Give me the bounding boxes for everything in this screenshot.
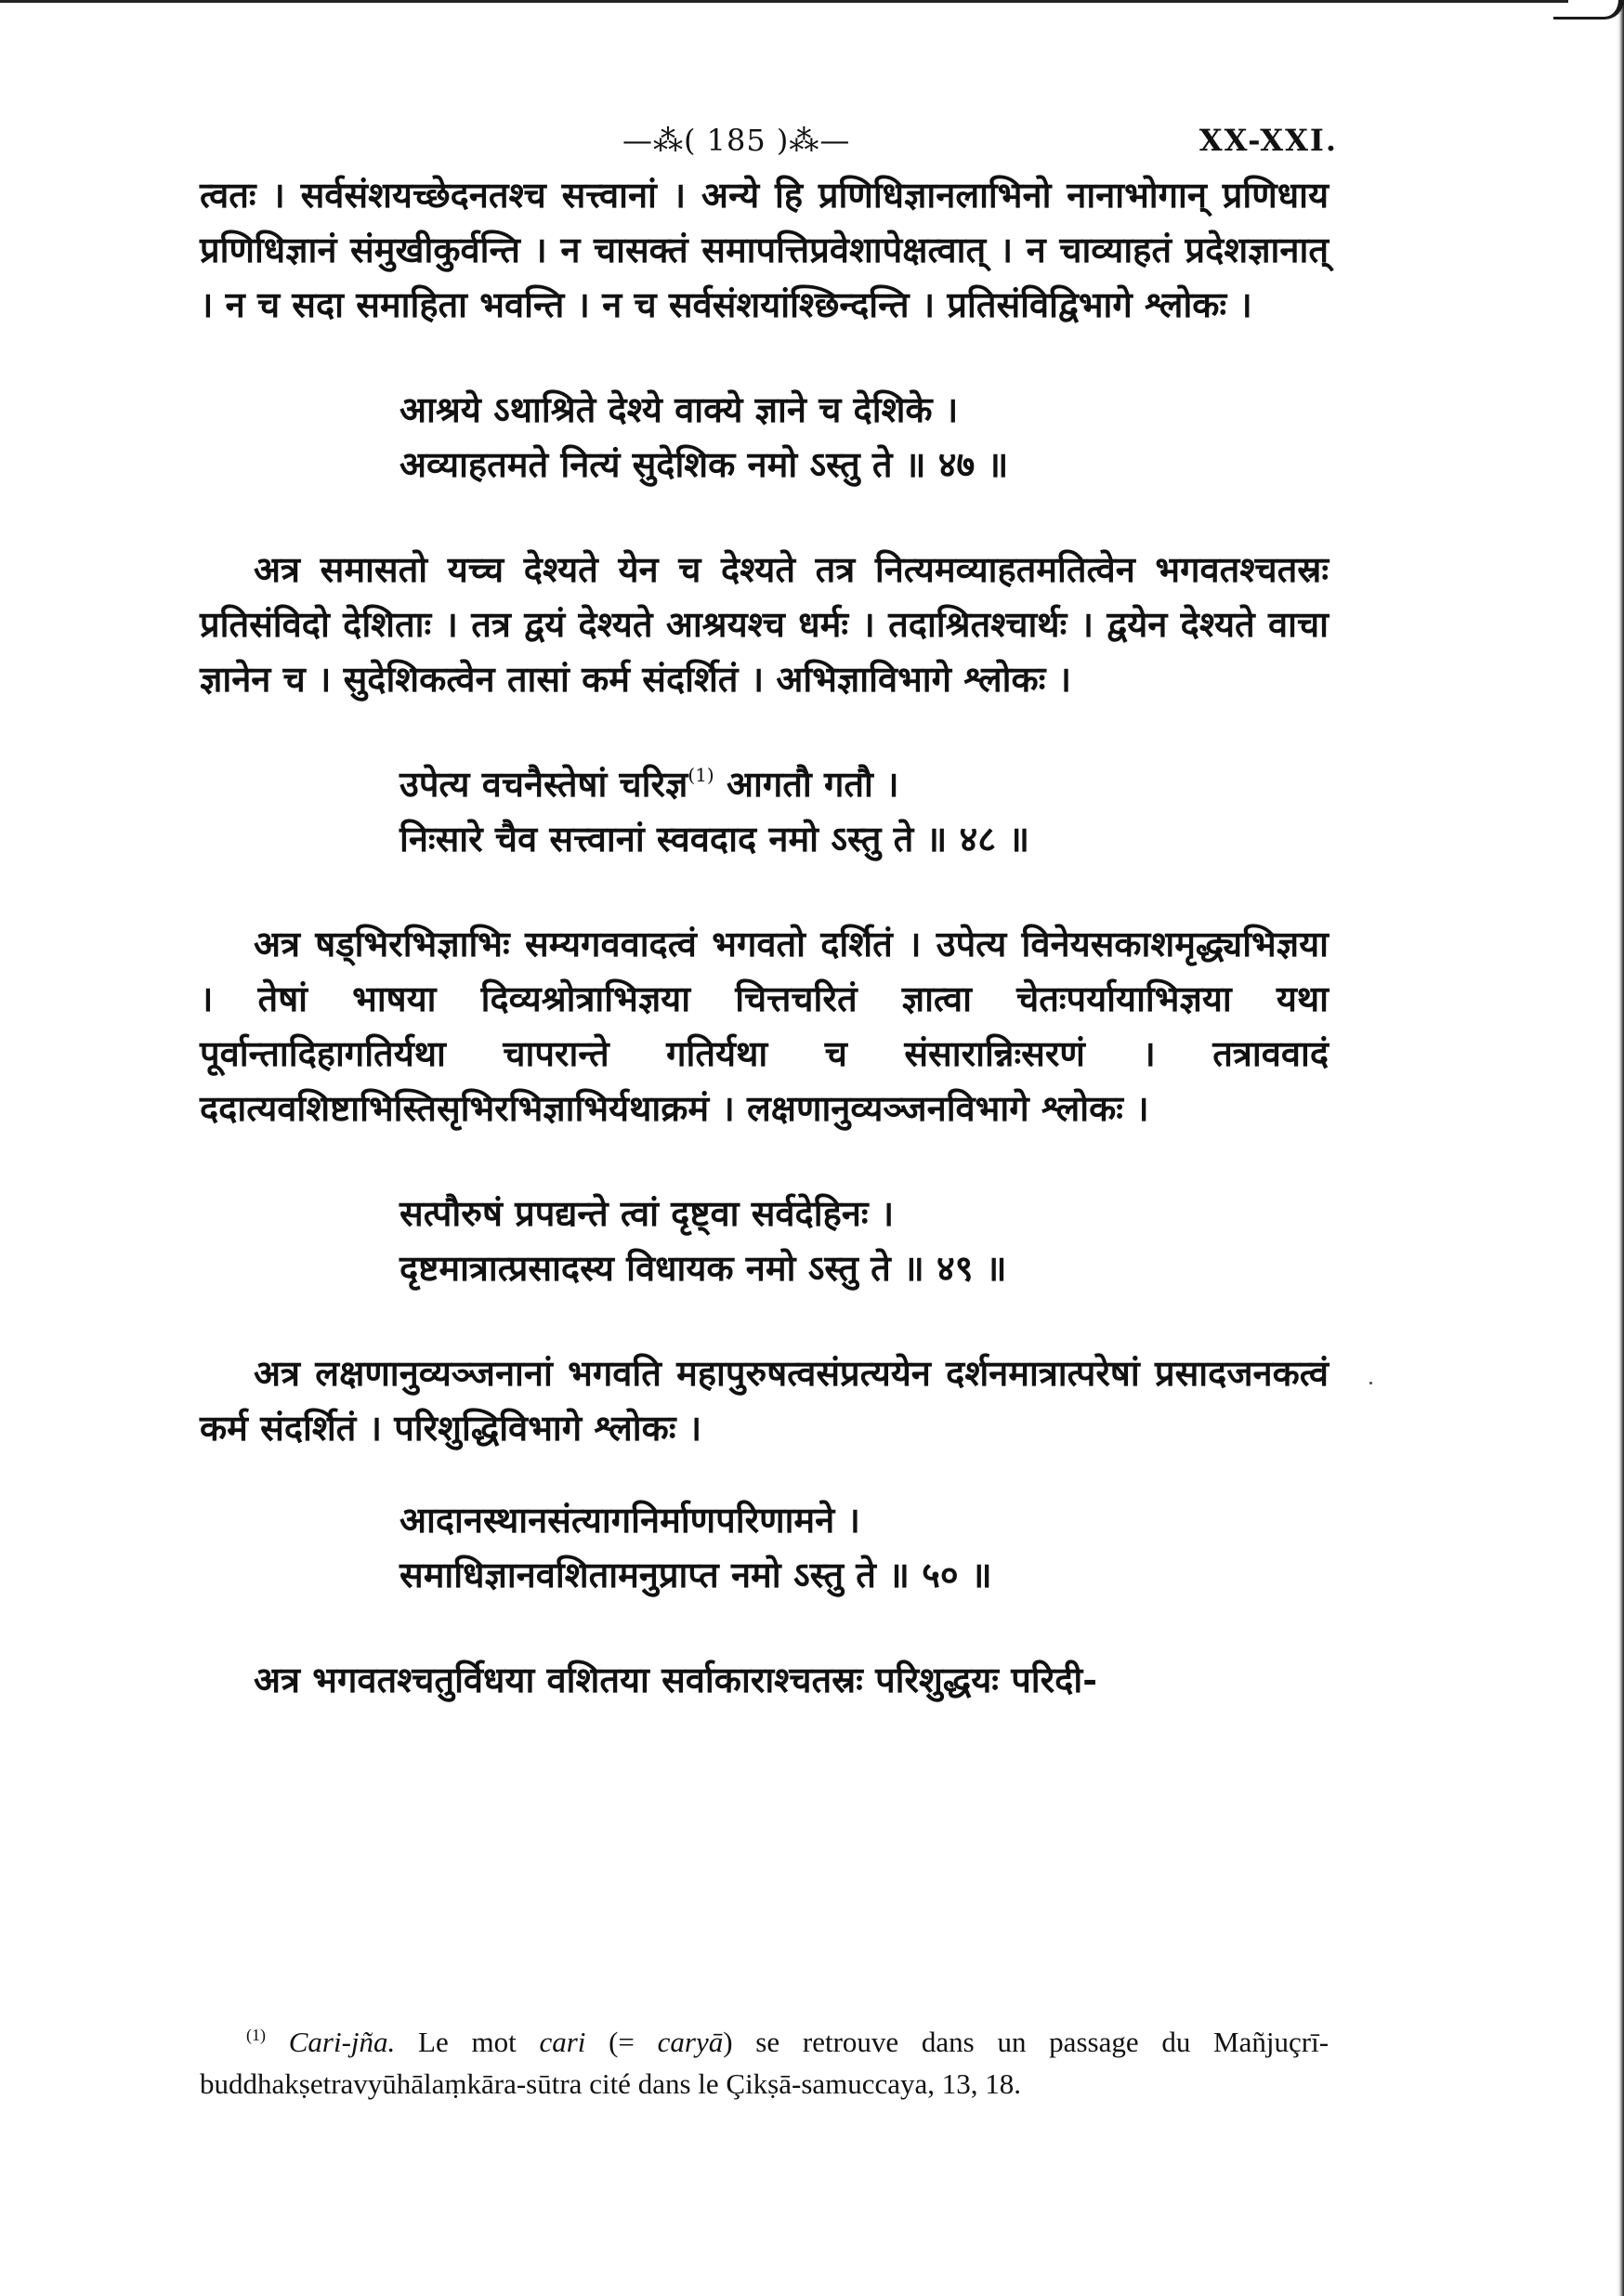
running-head — [200, 121, 1338, 167]
verse-47 — [200, 382, 1329, 492]
footnote-text: ) se retrouve dans un passage du Mañjuçrī-buddhakṣetravyūhālaṃkāra-sūtra cité dans le Çikṣā-samuccaya, 13, 18. — [200, 2026, 1329, 2100]
verse-line: अव्याहतमते नित्यं सुदेशिक नमो ऽस्तु ते ॥ ४७ ॥ — [399, 443, 1009, 485]
verse-text: आगतौ गतौ । — [714, 763, 899, 805]
prose-paragraph: अत्र समासतो यच्च देश्यते येन च देश्यते तत्र नित्यमव्याहतमतित्वेन भगवतश्चतस्रः प्रतिसंविदो देशिताः । तत्र द्वयं देश्यते आश्रयश्च धर्मः । तदाश्रितश्चार्थः । द्वयेन देश्यते वाचा ज्ञानेन च । सुदेशिकत्वेन तासां कर्म संदर्शितं । अभिज्ञाविभागे श्लोकः । — [200, 548, 1329, 700]
page-number: —⁂( 185 )⁂— — [622, 123, 851, 158]
verse-49 — [200, 1186, 1329, 1295]
chapter-reference: XX-XXI. — [1198, 123, 1338, 158]
footnote-marker: (1) — [688, 764, 714, 786]
scan-speck — [1369, 1382, 1372, 1384]
verse-50 — [200, 1492, 1329, 1602]
footnote-number: (1) — [246, 2026, 266, 2044]
prose-paragraph: अत्र षड्भिरभिज्ञाभिः सम्यगववादत्वं भगवतो दर्शितं । उपेत्य विनेयसकाशमृद्ध्यभिज्ञया । तेषां भाषया दिव्यश्रोत्राभिज्ञया चित्तचरितं ज्ञात्वा चेतःपर्यायाभिज्ञया यथा पूर्वान्तादिहागतिर्यथा चापरान्ते गतिर्यथा च संसारान्निःसरणं । तत्राववादं ददात्यवशिष्टाभिस्तिसृभिरभिज्ञाभिर्यथाक्रमं । लक्षणानुव्यञ्जनविभागे श्लोकः । — [200, 923, 1329, 1129]
verse-line: आश्रये ऽथाश्रिते देश्ये वाक्ये ज्ञाने च देशिके । — [399, 388, 959, 430]
verse-line: दृष्टमात्रात्प्रसादस्य विधायक नमो ऽस्तु ते ॥ ४९ ॥ — [399, 1247, 1007, 1289]
scan-right-edge — [1617, 0, 1624, 2296]
prose-paragraph: अत्र भगवतश्चतुर्विधया वशितया सर्वाकाराश्चतस्रः परिशुद्धयः परिदी- — [254, 1659, 1097, 1700]
footnote-term: caryā — [657, 2026, 724, 2058]
verse-line: निःसारे चैव सत्त्वानां स्ववदाद नमो ऽस्तु ते ॥ ४८ ॥ — [399, 818, 1030, 859]
verse-line — [399, 756, 1329, 811]
verse-line: समाधिज्ञानवशितामनुप्राप्त नमो ऽस्तु ते ॥ ५० ॥ — [399, 1554, 992, 1595]
footnote-text: (= — [585, 2026, 658, 2058]
prose-paragraph: अत्र लक्षणानुव्यञ्जनानां भगवति महापुरुषत्वसंप्रत्ययेन दर्शनमात्रात्परेषां प्रसादजनकत्वं कर्म संदर्शितं । परिशुद्धिविभागे श्लोकः । — [200, 1352, 1329, 1449]
scan-page-curl — [1553, 0, 1624, 20]
footnote — [200, 2021, 1329, 2105]
page-body — [200, 121, 1338, 1707]
footnote-term: cari — [539, 2026, 586, 2058]
scan-top-edge — [0, 0, 1568, 3]
verse-48 — [200, 756, 1329, 866]
footnote-term: Cari-jña. — [288, 2026, 396, 2058]
prose-paragraph: त्वतः । सर्वसंशयच्छेदनतश्च सत्त्वानां । अन्ये हि प्रणिधिज्ञानलाभिनो नानाभोगान् प्रणिधाय प्रणिधिज्ञानं संमुखीकुर्वन्ति । न चासक्तं समापत्तिप्रवेशापेक्षत्वात् । न चाव्याहतं प्रदेशज्ञानात् । न च सदा समाहिता भवन्ति । न च सर्वसंशयांश्छिन्दन्ति । प्रतिसंविद्विभागे श्लोकः । — [200, 174, 1329, 325]
footnote-text: Le mot — [395, 2026, 540, 2058]
verse-text: उपेत्य वचनैस्तेषां चरिज्ञ — [399, 763, 688, 805]
verse-line: सत्पौरुषं प्रपद्यन्ते त्वां दृष्ट्वा सर्वदेहिनः । — [399, 1192, 895, 1234]
verse-line: आदानस्थानसंत्यागनिर्माणपरिणामने । — [399, 1499, 860, 1541]
